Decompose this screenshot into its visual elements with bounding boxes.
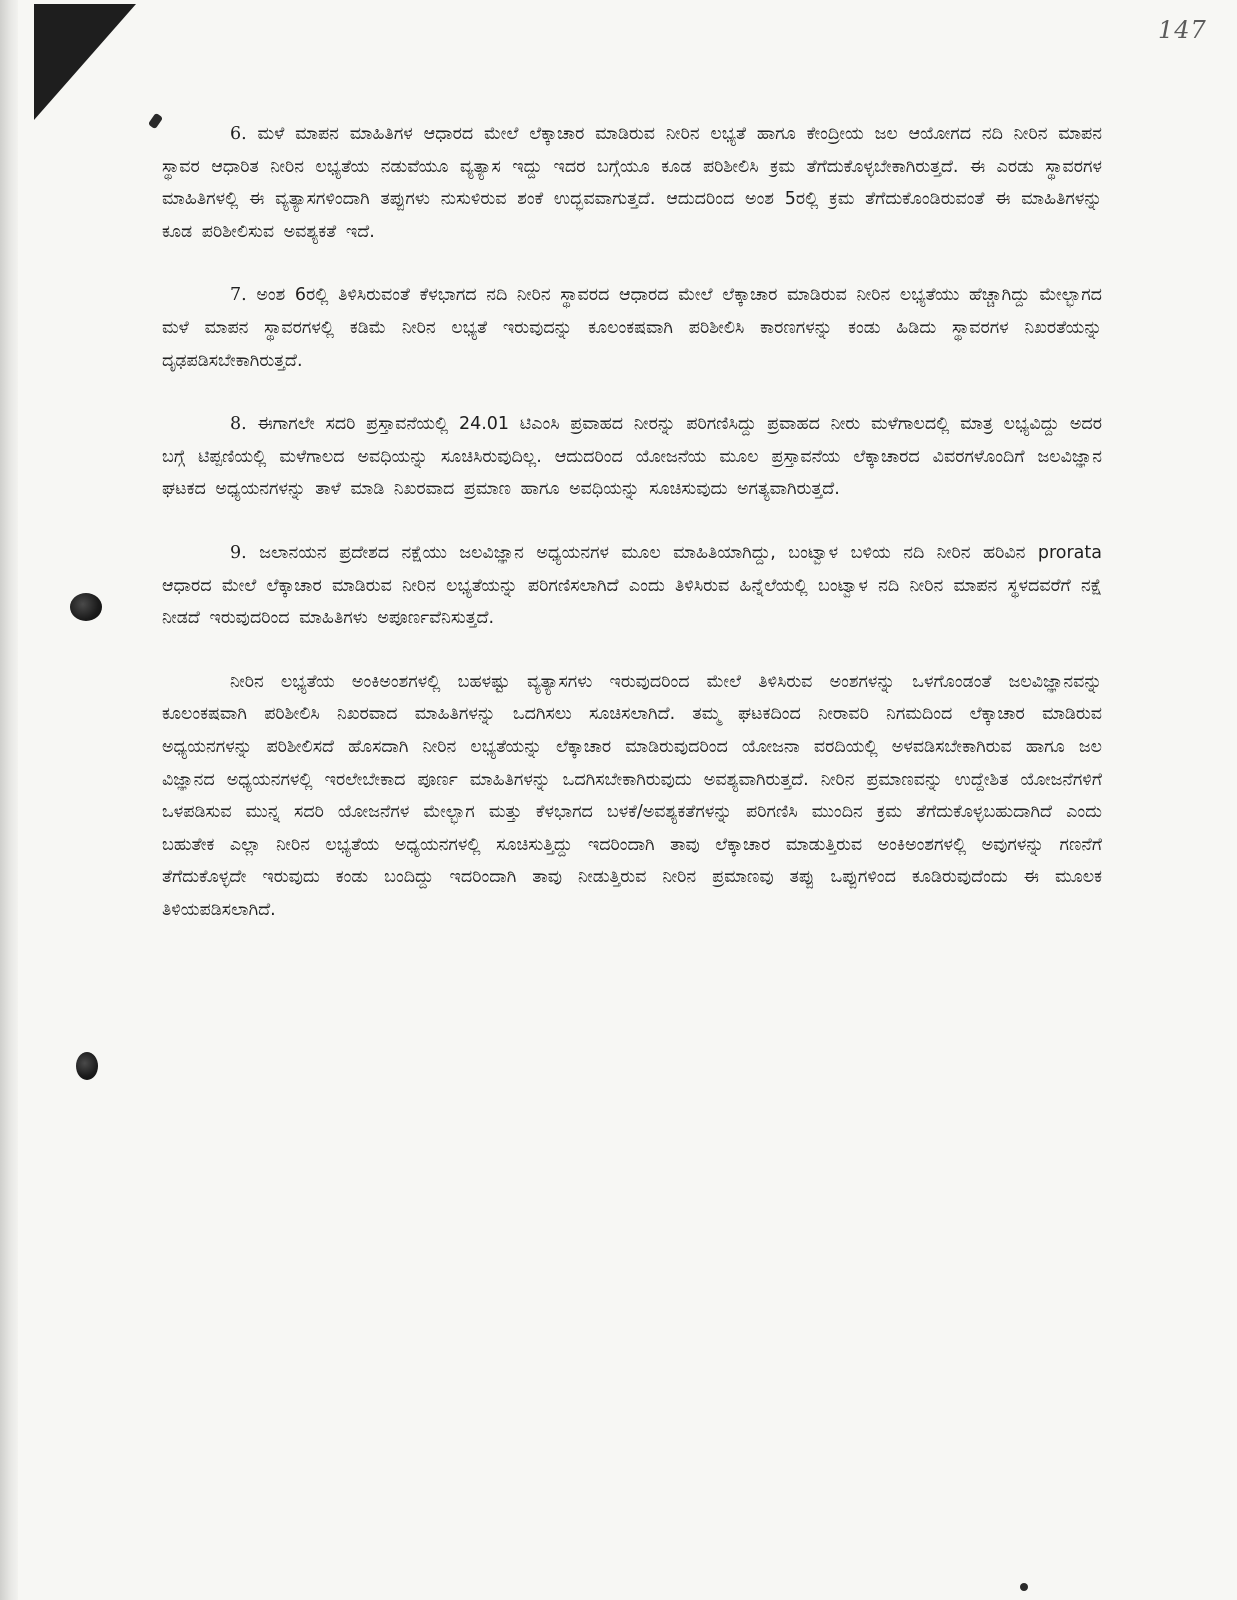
paragraph-number: 8. [230,414,247,435]
paragraph-conclusion [162,666,1102,927]
corner-triangle-mark [34,4,136,120]
paragraph-text: ಮಳೆ ಮಾಪನ ಮಾಹಿತಿಗಳ ಆಧಾರದ ಮೇಲೆ ಲೆಕ್ಕಾಚಾರ ಮಾಡಿರುವ ನೀರಿನ ಲಭ್ಯತೆ ಹಾಗೂ ಕೇಂದ್ರೀಯ ಜಲ ಆಯೋಗದ ನದಿ ನೀರಿನ ಮಾಪನ ಸ್ಥಾವರ ಆಧಾರಿತ ನೀರಿನ ಲಭ್ಯತೆಯ ನಡುವೆಯೂ ವ್ಯತ್ಯಾಸ ಇದ್ದು ಇದರ ಬಗ್ಗೆಯೂ ಕೂಡ ಪರಿಶೀಲಿಸಿ ಕ್ರಮ ತೆಗೆದುಕೊಳ್ಳಬೇಕಾಗಿರುತ್ತದೆ. ಈ ಎರಡು ಸ್ಥಾವರಗಳ ಮಾಹಿತಿಗಳಲ್ಲಿ ಈ ವ್ಯತ್ಯಾಸಗಳಿಂದಾಗಿ ತಪ್ಪುಗಳು ನುಸುಳಿರುವ ಶಂಕೆ ಉದ್ಭವವಾಗುತ್ತದೆ. ಆದುದರಿಂದ ಅಂಶ 5ರಲ್ಲಿ ಕ್ರಮ ತೆಗೆದುಕೊಂಡಿರುವಂತೆ ಈ ಮಾಹಿತಿಗಳನ್ನು ಕೂಡ ಪರಿಶೀಲಿಸುವ ಅವಶ್ಯಕತೆ ಇದೆ. [162,124,1102,242]
paragraph-text: ನೀರಿನ ಲಭ್ಯತೆಯ ಅಂಕಿಅಂಶಗಳಲ್ಲಿ ಬಹಳಷ್ಟು ವ್ಯತ್ಯಾಸಗಳು ಇರುವುದರಿಂದ ಮೇಲೆ ತಿಳಿಸಿರುವ ಅಂಶಗಳನ್ನು ಒಳಗೊಂಡಂತೆ ಜಲವಿಜ್ಞಾನವನ್ನು ಕೂಲಂಕಷವಾಗಿ ಪರಿಶೀಲಿಸಿ ನಿಖರವಾದ ಮಾಹಿತಿಗಳನ್ನು ಒದಗಿಸಲು ಸೂಚಿಸಲಾಗಿದೆ. ತಮ್ಮ ಘಟಕದಿಂದ ನೀರಾವರಿ ನಿಗಮದಿಂದ ಲೆಕ್ಕಾಚಾರ ಮಾಡಿರುವ ಅಧ್ಯಯನಗಳನ್ನು ಪರಿಶೀಲಿಸದೆ ಹೊಸದಾಗಿ ನೀರಿನ ಲಭ್ಯತೆಯನ್ನು ಲೆಕ್ಕಾಚಾರ ಮಾಡಿರುವುದರಿಂದ ಯೋಜನಾ ವರದಿಯಲ್ಲಿ ಅಳವಡಿಸಬೇಕಾಗಿರುವ ಹಾಗೂ ಜಲ ವಿಜ್ಞಾನದ ಅಧ್ಯಯನಗಳಲ್ಲಿ ಇರಲೇಬೇಕಾದ ಪೂರ್ಣ ಮಾಹಿತಿಗಳನ್ನು ಒದಗಿಸಬೇಕಾಗಿರುವುದು ಅವಶ್ಯವಾಗಿರುತ್ತದೆ. ನೀರಿನ ಪ್ರಮಾಣವನ್ನು ಉದ್ದೇಶಿತ ಯೋಜನೆಗಳಿಗೆ ಒಳಪಡಿಸುವ ಮುನ್ನ ಸದರಿ ಯೋಜನೆಗಳ ಮೇಲ್ಭಾಗ ಮತ್ತು ಕೆಳಭಾಗದ ಬಳಕೆ/ಅವಶ್ಯಕತೆಗಳನ್ನು ಪರಿಗಣಿಸಿ ಮುಂದಿನ ಕ್ರಮ ತೆಗೆದುಕೊಳ್ಳಬಹುದಾಗಿದೆ ಎಂದು ಬಹುತೇಕ ಎಲ್ಲಾ ನೀರಿನ ಲಭ್ಯತೆಯ ಅಧ್ಯಯನಗಳಲ್ಲಿ ಸೂಚಿಸುತ್ತಿದ್ದು ಇದರಿಂದಾಗಿ ತಾವು ಲೆಕ್ಕಾಚಾರ ಮಾಡುತ್ತಿರುವ ಅಂಕಿಅಂಶಗಳಲ್ಲಿ ಅವುಗಳನ್ನು ಗಣನೆಗೆ ತೆಗೆದುಕೊಳ್ಳದೇ ಇರುವುದು ಕಂಡು ಬಂದಿದ್ದು ಇದರಿಂದಾಗಿ ತಾವು ನೀಡುತ್ತಿರುವ ನೀರಿನ ಪ್ರಮಾಣವು ತಪ್ಪು ಒಪ್ಪುಗಳಿಂದ ಕೂಡಿರುವುದೆಂದು ಈ ಮೂಲಕ ತಿಳಿಯಪಡಿಸಲಾಗಿದೆ. [162,671,1102,920]
document-body [162,118,1102,926]
ink-speck [1020,1583,1028,1591]
punch-hole [70,593,102,621]
paragraph-text: ಈಗಾಗಲೇ ಸದರಿ ಪ್ರಸ್ತಾವನೆಯಲ್ಲಿ 24.01 ಟಿಎಂಸಿ ಪ್ರವಾಹದ ನೀರನ್ನು ಪರಿಗಣಿಸಿದ್ದು ಪ್ರವಾಹದ ನೀರು ಮಳೆಗಾಲದಲ್ಲಿ ಮಾತ್ರ ಲಭ್ಯವಿದ್ದು ಅದರ ಬಗ್ಗೆ ಟಿಪ್ಪಣಿಯಲ್ಲಿ ಮಳೆಗಾಲದ ಅವಧಿಯನ್ನು ಸೂಚಿಸಿರುವುದಿಲ್ಲ. ಆದುದರಿಂದ ಯೋಜನೆಯ ಮೂಲ ಪ್ರಸ್ತಾವನೆಯ ಲೆಕ್ಕಾಚಾರದ ವಿವರಗಳೊಂದಿಗೆ ಜಲವಿಜ್ಞಾನ ಘಟಕದ ಅಧ್ಯಯನಗಳನ್ನು ತಾಳೆ ಮಾಡಿ ನಿಖರವಾದ ಪ್ರಮಾಣ ಹಾಗೂ ಅವಧಿಯನ್ನು ಸೂಚಿಸುವುದು ಅಗತ್ಯವಾಗಿರುತ್ತದೆ. [162,414,1102,500]
paragraph-9 [162,537,1102,635]
paragraph-6 [162,118,1102,248]
paragraph-text: ಜಲಾನಯನ ಪ್ರದೇಶದ ನಕ್ಷೆಯು ಜಲವಿಜ್ಞಾನ ಅಧ್ಯಯನಗಳ ಮೂಲ ಮಾಹಿತಿಯಾಗಿದ್ದು, ಬಂಟ್ವಾಳ ಬಳಿಯ ನದಿ ನೀರಿನ ಹರಿವಿನ prorata ಆಧಾರದ ಮೇಲೆ ಲೆಕ್ಕಾಚಾರ ಮಾಡಿರುವ ನೀರಿನ ಲಭ್ಯತೆಯನ್ನು ಪರಿಗಣಿಸಲಾಗಿದೆ ಎಂದು ತಿಳಿಸಿರುವ ಹಿನ್ನೆಲೆಯಲ್ಲಿ ಬಂಟ್ವಾಳ ನದಿ ನೀರಿನ ಮಾಪನ ಸ್ಥಳದವರೆಗೆ ನಕ್ಷೆ ನೀಡದೆ ಇರುವುದರಿಂದ ಮಾಹಿತಿಗಳು ಅಪೂರ್ಣವೆನಿಸುತ್ತದೆ. [162,542,1102,629]
scan-left-edge [0,0,18,1600]
paragraph-number: 7. [230,285,247,306]
handwritten-page-number: 147 [1158,16,1207,44]
punch-hole [76,1052,98,1080]
paragraph-7 [162,279,1102,377]
paragraph-text: ಅಂಶ 6ರಲ್ಲಿ ತಿಳಿಸಿರುವಂತೆ ಕೆಳಭಾಗದ ನದಿ ನೀರಿನ ಸ್ಥಾವರದ ಆಧಾರದ ಮೇಲೆ ಲೆಕ್ಕಾಚಾರ ಮಾಡಿರುವ ನೀರಿನ ಲಭ್ಯತೆಯು ಹೆಚ್ಚಾಗಿದ್ದು ಮೇಲ್ಭಾಗದ ಮಳೆ ಮಾಪನ ಸ್ಥಾವರಗಳಲ್ಲಿ ಕಡಿಮೆ ನೀರಿನ ಲಭ್ಯತೆ ಇರುವುದನ್ನು ಕೂಲಂಕಷವಾಗಿ ಪರಿಶೀಲಿಸಿ ಕಾರಣಗಳನ್ನು ಕಂಡು ಹಿಡಿದು ಸ್ಥಾವರಗಳ ನಿಖರತೆಯನ್ನು ದೃಢಪಡಿಸಬೇಕಾಗಿರುತ್ತದೆ. [162,285,1102,371]
paragraph-8 [162,408,1102,506]
ink-mark [148,113,163,130]
paragraph-number: 6. [230,124,247,144]
paragraph-number: 9. [230,542,247,563]
